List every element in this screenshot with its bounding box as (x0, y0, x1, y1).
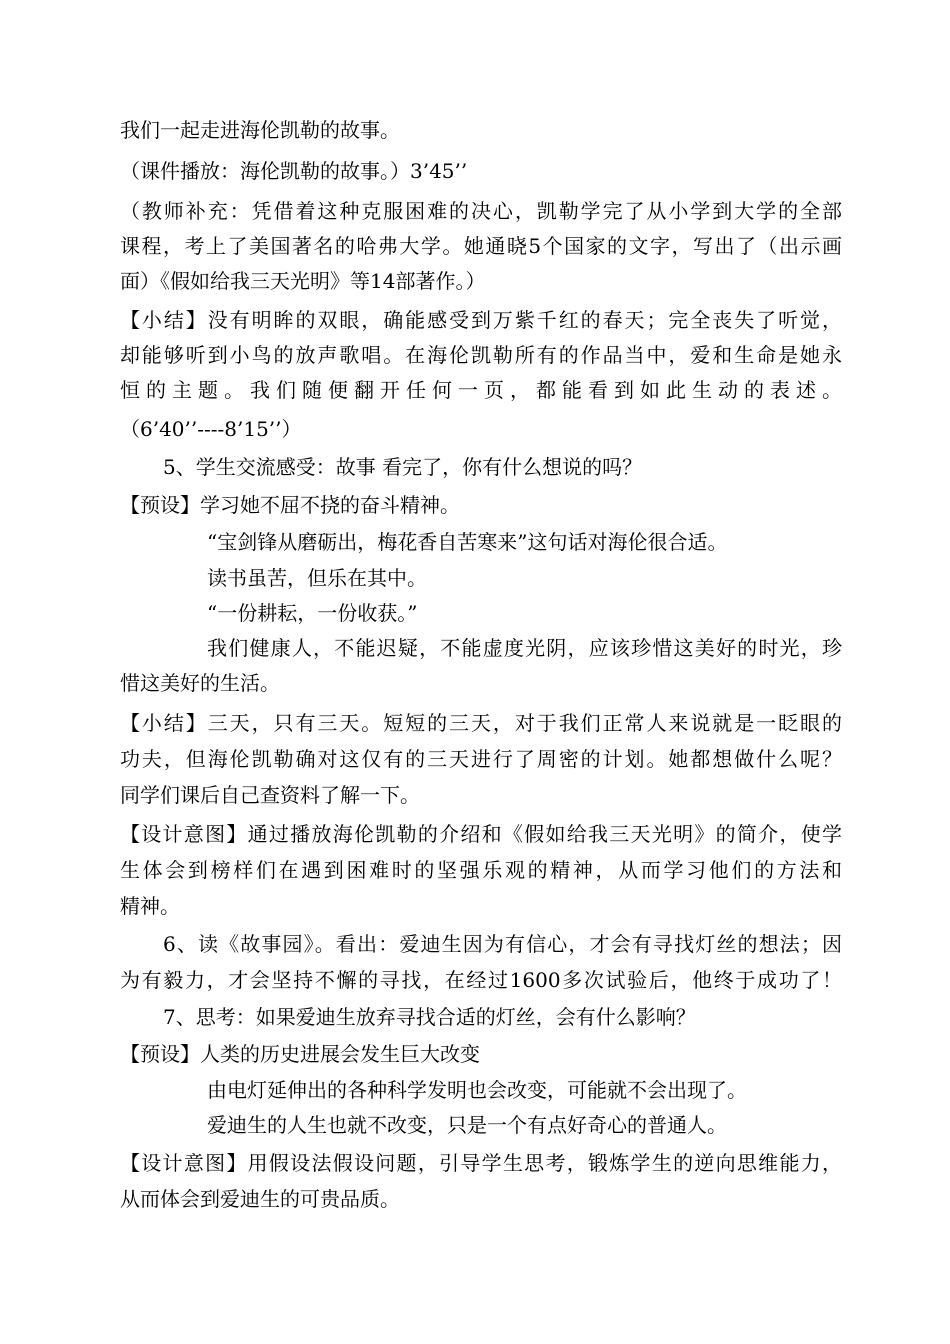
text-line: “一份耕耘，一份收获。” (207, 601, 418, 625)
text-line: 我们一起走进海伦凯勒的故事。 (120, 118, 400, 142)
text-line: 【预设】人类的历史进展会发生巨大改变 (120, 1042, 480, 1066)
text-line: 生体会到榜样们在遇到困难时的坚强乐观的精神，从而学习他们的方法和 (120, 858, 842, 882)
text-line: （6’40’’----8’15’’） (120, 417, 302, 441)
text-line: 爱迪生的人生也就不改变，只是一个有点好奇心的普通人。 (207, 1113, 727, 1137)
text-line: 由电灯延伸出的各种科学发明也会改变，可能就不会出现了。 (207, 1078, 747, 1102)
text-line: 惜这美好的生活。 (120, 671, 280, 695)
text-line: （课件播放：海伦凯勒的故事。）3’45’’ (120, 159, 468, 183)
text-line: 精神。 (120, 894, 180, 918)
text-line: 5、学生交流感受：故事 看完了，你有什么想说的吗？ (163, 455, 643, 479)
text-line: “宝剑锋从磨砺出，梅花香自苦寒来”这句话对海伦很合适。 (207, 530, 728, 554)
text-line: 课程，考上了美国著名的哈弗大学。她通晓5个国家的文字，写出了（出示画 (120, 234, 842, 258)
text-line: 【小结】没有明眸的双眼，确能感受到万紫千红的春天；完全丧失了听觉， (120, 308, 842, 332)
text-line: 恒的主题。我们随便翻开任何一页，都能看到如此生动的表述。 (120, 378, 842, 402)
text-line: 【设计意图】用假设法假设问题，引导学生思考，锻炼学生的逆向思维能力， (120, 1151, 842, 1175)
text-line: 我们健康人，不能迟疑，不能虚度光阴，应该珍惜这美好的时光，珍 (207, 636, 842, 660)
text-line: 读书虽苦，但乐在其中。 (207, 566, 427, 590)
text-line: 【小结】三天，只有三天。短短的三天，对于我们正常人来说就是一眨眼的 (120, 711, 842, 735)
text-line: 【设计意图】通过播放海伦凯勒的介绍和《假如给我三天光明》的简介，使学 (120, 822, 842, 846)
text-line: 6、读《故事园》。看出：爱迪生因为有信心，才会有寻找灯丝的想法；因 (163, 932, 842, 956)
text-line: 面）《假如给我三天光明》等14部著作。） (120, 269, 486, 293)
text-line: 功夫，但海伦凯勒确对这仅有的三天进行了周密的计划。她都想做什么呢？ (120, 747, 842, 771)
text-line: 同学们课后自己查资料了解一下。 (120, 783, 420, 807)
text-line: 为有毅力，才会坚持不懈的寻找，在经过1600多次试验后，他终于成功了！ (120, 968, 842, 992)
text-line: 从而体会到爱迪生的可贵品质。 (120, 1187, 400, 1211)
text-line: 【预设】学习她不屈不挠的奋斗精神。 (120, 493, 460, 517)
text-line: 却能够听到小鸟的放声歌唱。在海伦凯勒所有的作品当中，爱和生命是她永 (120, 343, 842, 367)
text-line: （教师补充：凭借着这种克服困难的决心，凯勒学完了从小学到大学的全部 (120, 199, 842, 223)
text-line: 7、思考：如果爱迪生放弃寻找合适的灯丝，会有什么影响？ (163, 1005, 696, 1029)
